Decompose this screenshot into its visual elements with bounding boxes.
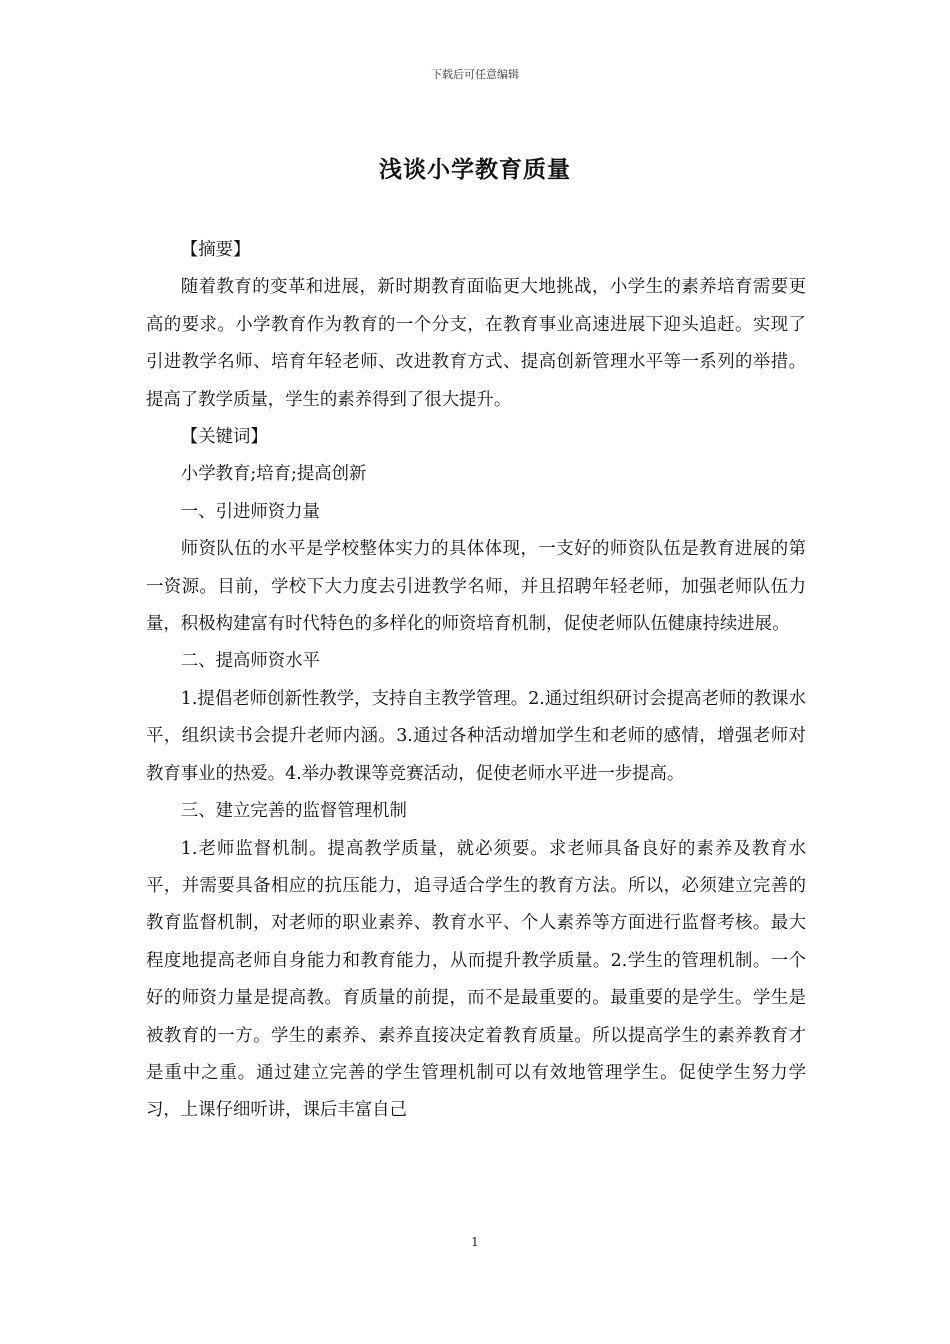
section-3-paragraph: 1.老师监督机制。提高教学质量，就必须要。求老师具备良好的素养及教育水平，并需要具备相应的抗压能力，追寻适合学生的教育方法。所以，必须建立完善的教育监督机制，对老师的职业素养、教育水平、个人素养等方面进行监督考核。最大程度地提高老师自身能力和教育能力，从而提升教学质量。2.学生的管理机制。一个好的师资力量是提高教。育质量的前提，而不是最重要的。最重要的是学生。学生是被教育的一方。学生的素养、素养直接决定着教育质量。所以提高学生的素养教育才是重中之重。通过建立完善的学生管理机制可以有效地管理学生。促使学生努力学习，上课仔细听讲，课后丰富自己	[146, 838, 806, 1121]
section-2-paragraph: 1.提倡老师创新性教学，支持自主教学管理。2.通过组织研讨会提高老师的教课水平，组织读书会提升老师内涵。3.通过各种活动增加学生和老师的感情，增强老师对教育事业的热爱。4.举办教课等竞赛活动，促使老师水平进一步提高。	[146, 688, 806, 784]
document-title: 浅谈小学教育质量	[379, 156, 571, 183]
keywords-heading: 【关键词】	[180, 427, 268, 448]
section-3-heading: 三、建立完善的监督管理机制	[180, 801, 407, 822]
section-2-heading: 二、提高师资水平	[180, 651, 320, 672]
section-1-heading: 一、引进师资力量	[180, 501, 320, 522]
abstract-heading: 【摘要】	[180, 240, 251, 260]
keywords-paragraph: 小学教育;培育;提高创新	[180, 464, 367, 485]
section-1-paragraph: 师资队伍的水平是学校整体实力的具体体现，一支好的师资队伍是教育进展的第一资源。目前，学校下大力度去引进教学名师，并且招聘年轻老师，加强老师队伍力量，积极构建富有时代特色的多样化的师资培育机制，促使老师队伍健康持续进展。	[146, 539, 806, 635]
page-number: 1	[471, 1235, 479, 1249]
header-note: 下载后可任意编辑	[431, 68, 519, 81]
abstract-paragraph: 随着教育的变革和进展，新时期教育面临更大地挑战，小学生的素养培育需要更高的要求。小学教育作为教育的一个分支，在教育事业高速进展下迎头追赶。实现了引进教学名师、培育年轻老师、改进教育方式、提高创新管理水平等一系列的举措。提高了教学质量，学生的素养得到了很大提升。	[146, 277, 806, 410]
document-body	[146, 232, 806, 1130]
